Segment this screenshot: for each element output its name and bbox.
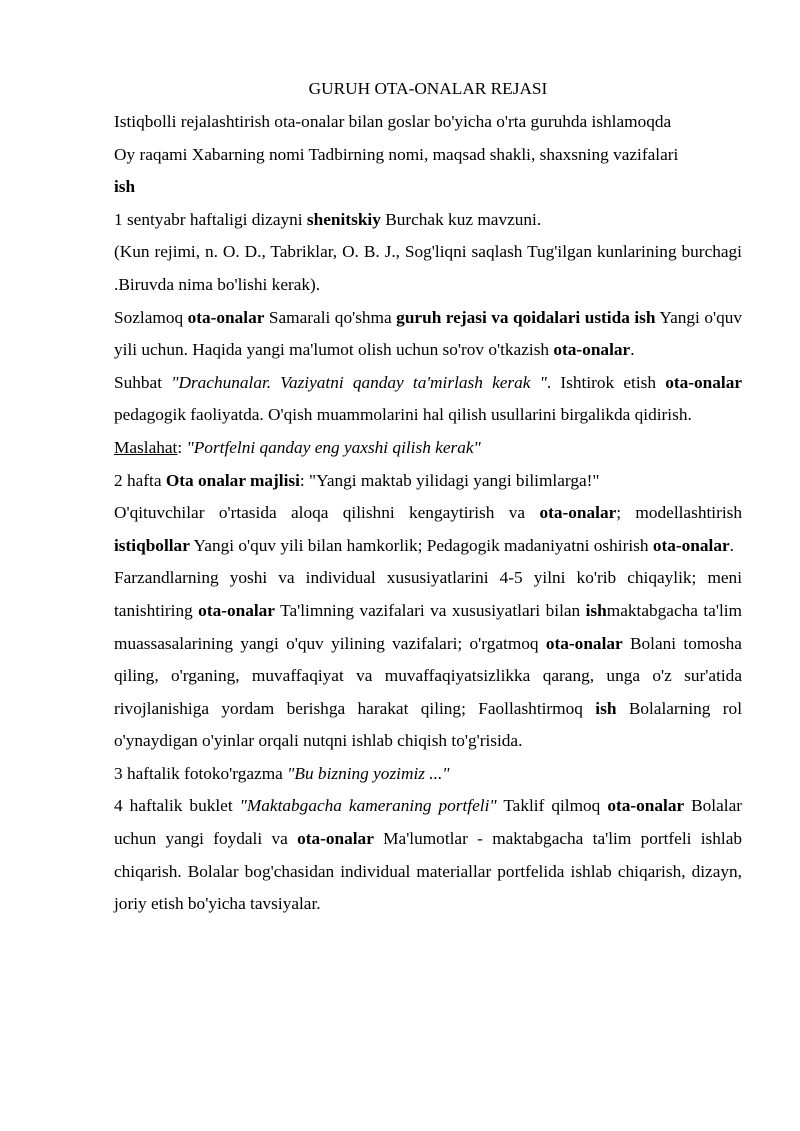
text-run: Bolalar uchun yangi foydali va [114, 796, 742, 849]
italic-text: "Maktabgacha kameraning portfeli" [239, 796, 497, 816]
paragraph-5: (Kun rejimi, n. O. D., Tabriklar, O. B. J., Sog'liqni saqlash Tug'ilgan kunlarining burchagi .Biruvda nima bo'lishi kerak). [114, 242, 742, 294]
paragraph-13 [114, 790, 742, 920]
text-run: : "Yangi maktab yilidagi yangi bilimlarga!" [299, 470, 600, 490]
document-title: GURUH OTA-ONALAR REJASI [308, 79, 548, 98]
bold-text: ota-onalar [187, 307, 265, 327]
bold-text: ota-onalar [539, 503, 617, 523]
paragraph-4 [114, 204, 742, 237]
bold-text: shenitskiy [306, 209, 381, 229]
text-run: Burchak kuz mavzuni. [380, 209, 542, 229]
text-run: maktabgacha ta'lim muassasalarining yangi o'quv yilining vazifalari; o'rgatmoq [114, 600, 742, 653]
paragraph-8 [114, 432, 742, 465]
paragraph-9 [114, 465, 742, 498]
italic-text: "Drachunalar. Vaziyatni qanday ta'mirlash kerak " [171, 372, 547, 392]
bold-text: guruh rejasi va qoidalari ustida ish [396, 307, 656, 327]
paragraph-1: Istiqbolli rejalashtirish ota-onalar bilan goslar bo'yicha o'rta guruhda ishlamoqda [114, 112, 672, 131]
text-run: . [729, 535, 734, 555]
text-run: . [630, 340, 635, 360]
bold-text: ota-onalar [665, 372, 743, 392]
bold-text: istiqbollar [114, 535, 190, 555]
paragraph-7 [114, 367, 742, 432]
text-run: O'qituvchilar o'rtasida aloqa qilishni kengaytirish va [114, 503, 540, 523]
bold-text: Ota onalar majlisi [165, 470, 300, 490]
text-run: ; modellashtirish [616, 503, 742, 523]
bold-text: ota-onalar [545, 633, 623, 653]
text-run: Ta'limning vazifalari va xususiyatlari bilan [274, 600, 586, 620]
bold-text: ota-onalar [607, 796, 685, 816]
text-run: pedagogik faoliyatda. O'qish muammolarini hal qilish usullarini birgalikda qidirish. [114, 405, 692, 425]
text-run: 2 hafta [114, 470, 166, 490]
paragraph-3 [114, 171, 742, 204]
text-run: Samarali qo'shma [264, 307, 397, 327]
underlined-text: Maslahat [114, 437, 178, 457]
paragraph-12 [114, 758, 742, 791]
text-run: Sozlamoq [114, 307, 188, 327]
bold-text: ish [585, 600, 607, 620]
text-run: Yangi o'quv yili uchun. Haqida yangi ma'lumot olish uchun so'rov o'tkazish [114, 307, 742, 360]
bold-text: ish [595, 698, 617, 718]
text-run: Farzandlarning yoshi va individual xususiyatlarini 4-5 yilni ko'rib chiqaylik; meni tanishtiring [114, 568, 742, 620]
bold-text: ish [114, 177, 136, 197]
bold-text: ota-onalar [198, 600, 275, 620]
bold-text: ota-onalar [297, 829, 374, 849]
text-run: Taklif qilmoq [496, 796, 608, 816]
paragraph-11 [114, 562, 742, 758]
text-run: 3 haftalik fotoko'rgazma [114, 763, 288, 783]
paragraph-2: Oy raqami Xabarning nomi Tadbirning nomi, maqsad shakli, shaxsning vazifalari [114, 144, 679, 164]
text-run: Ma'lumotlar - maktabgacha ta'lim portfeli ishlab chiqarish. Bolalar bog'chasidan individual materiallar portfelida ishlab chiqarish, dizayn, joriy etish bo'yicha tavsiyalar. [114, 829, 742, 914]
bold-text: ota-onalar [652, 535, 730, 555]
text-run: Yangi o'quv yili bilan hamkorlik; Pedagogik madaniyatni oshirish [189, 535, 653, 555]
italic-text: "Bu bizning yozimiz ..." [287, 763, 450, 783]
text-run: Suhbat [114, 372, 172, 392]
text-run: . Ishtirok etish [546, 372, 666, 392]
text-run: Bolalarning rol o'ynaydigan o'yinlar orqali nutqni ishlab chiqish to'g'risida. [114, 698, 742, 751]
paragraph-10 [114, 497, 742, 562]
italic-text: "Portfelni qanday eng yaxshi qilish kerak" [186, 437, 481, 457]
text-run: : [177, 437, 187, 457]
text-run: 1 sentyabr haftaligi dizayni [114, 209, 307, 229]
paragraph-6 [114, 302, 742, 367]
text-run: 4 haftalik buklet [114, 796, 240, 816]
bold-text: ota-onalar [553, 340, 631, 360]
text-run: Bolani tomosha qiling, o'rganing, muvaffaqiyat va muvaffaqiyatsizlikka qarang, unga o'z sur'atida rivojlanishiga yordam berishga harakat qiling; Faollashtirmoq [114, 633, 742, 718]
